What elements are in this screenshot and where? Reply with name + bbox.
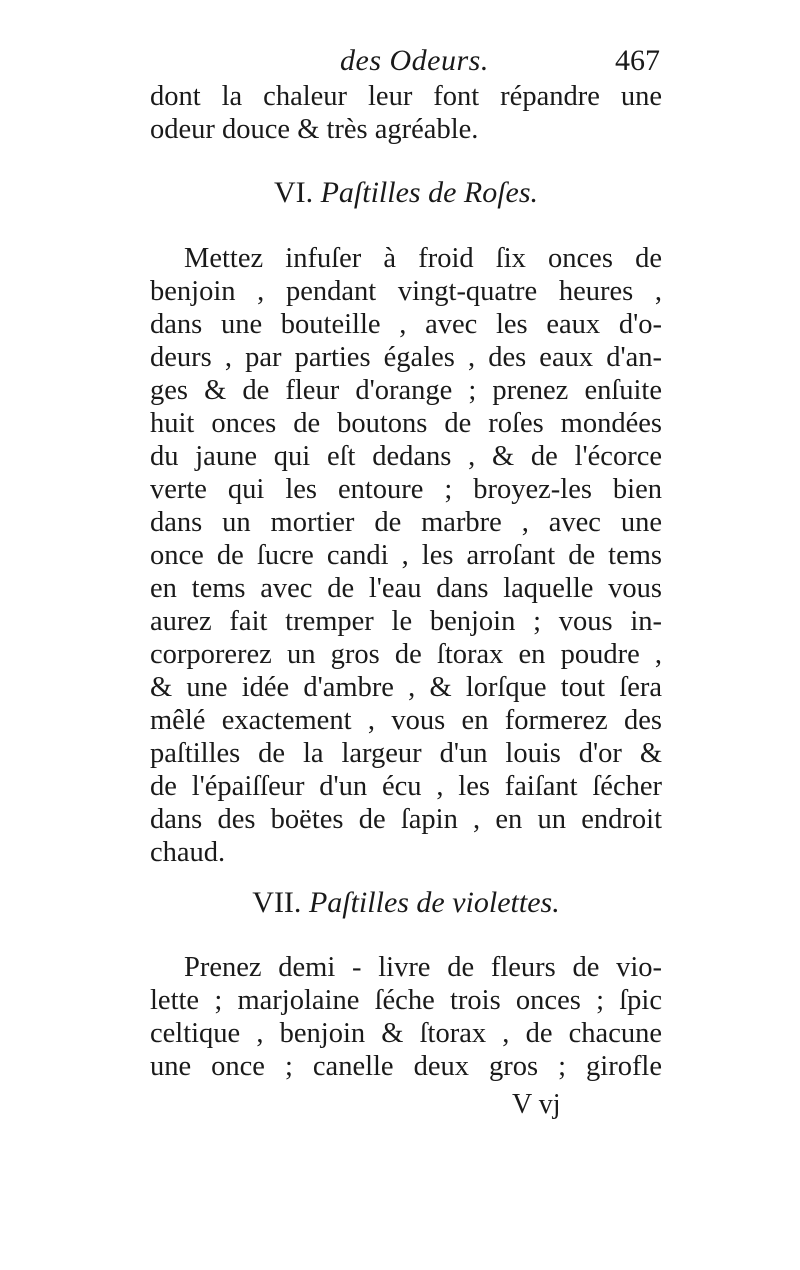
text-line: odeur douce & très agréable. <box>150 114 479 145</box>
text-line: en tems avec de l'eau dans laquelle vous <box>150 573 662 604</box>
section-vi-paragraph <box>150 242 662 869</box>
text-line: paſtilles de la largeur d'un louis d'or & <box>150 738 662 769</box>
text-line: du jaune qui eſt dedans , & de l'écorce <box>150 441 662 472</box>
continuation-paragraph <box>150 80 662 146</box>
section-heading-vi <box>150 176 662 210</box>
text-line: benjoin , pendant vingt-quatre heures , <box>150 276 662 307</box>
section-number: VI. <box>273 176 314 209</box>
text-line: once de ſucre candi , les arroſant de tems <box>150 540 662 571</box>
text-line: chaud. <box>150 837 226 868</box>
page-number: 467 <box>615 44 660 77</box>
text-line: & une idée d'ambre , & lorſque tout ſera <box>150 672 662 703</box>
text-line: dans des boëtes de ſapin , en un endroit <box>150 804 662 835</box>
section-title: Paſtilles de violettes. <box>308 886 560 919</box>
text-line: ges & de fleur d'orange ; prenez enſuite <box>150 375 662 406</box>
running-head <box>150 44 660 84</box>
text-line: lette ; marjolaine ſéche trois onces ; ſpic <box>150 985 662 1016</box>
text-line: Prenez demi - livre de fleurs de vio- <box>184 952 662 983</box>
text-line: aurez fait tremper le benjoin ; vous in- <box>150 606 662 637</box>
text-line: verte qui les entoure ; broyez-les bien <box>150 474 662 505</box>
section-heading-vii <box>150 886 662 920</box>
text-line: une once ; canelle deux gros ; girofle <box>150 1051 662 1082</box>
text-line: dans une bouteille , avec les eaux d'o- <box>150 309 662 340</box>
text-line: deurs , par parties égales , des eaux d'an- <box>150 342 662 373</box>
section-vii-paragraph <box>150 951 662 1083</box>
text-line: de l'épaiſſeur d'un écu , les faiſant ſécher <box>150 771 662 802</box>
text-line: mêlé exactement , vous en formerez des <box>150 705 662 736</box>
running-head-title: des Odeurs. <box>340 44 489 77</box>
text-line: celtique , benjoin & ſtorax , de chacune <box>150 1018 662 1049</box>
text-line: dont la chaleur leur font répandre une <box>150 81 662 112</box>
signature-mark: V vj <box>512 1089 561 1120</box>
section-number: VII. <box>252 886 302 919</box>
text-line: corporerez un gros de ſtorax en poudre , <box>150 639 662 670</box>
text-line: dans un mortier de marbre , avec une <box>150 507 662 538</box>
text-line: huit onces de boutons de roſes mondées <box>150 408 662 439</box>
section-title: Paſtilles de Roſes. <box>320 176 539 209</box>
text-line: Mettez infuſer à froid ſix onces de <box>184 243 662 274</box>
